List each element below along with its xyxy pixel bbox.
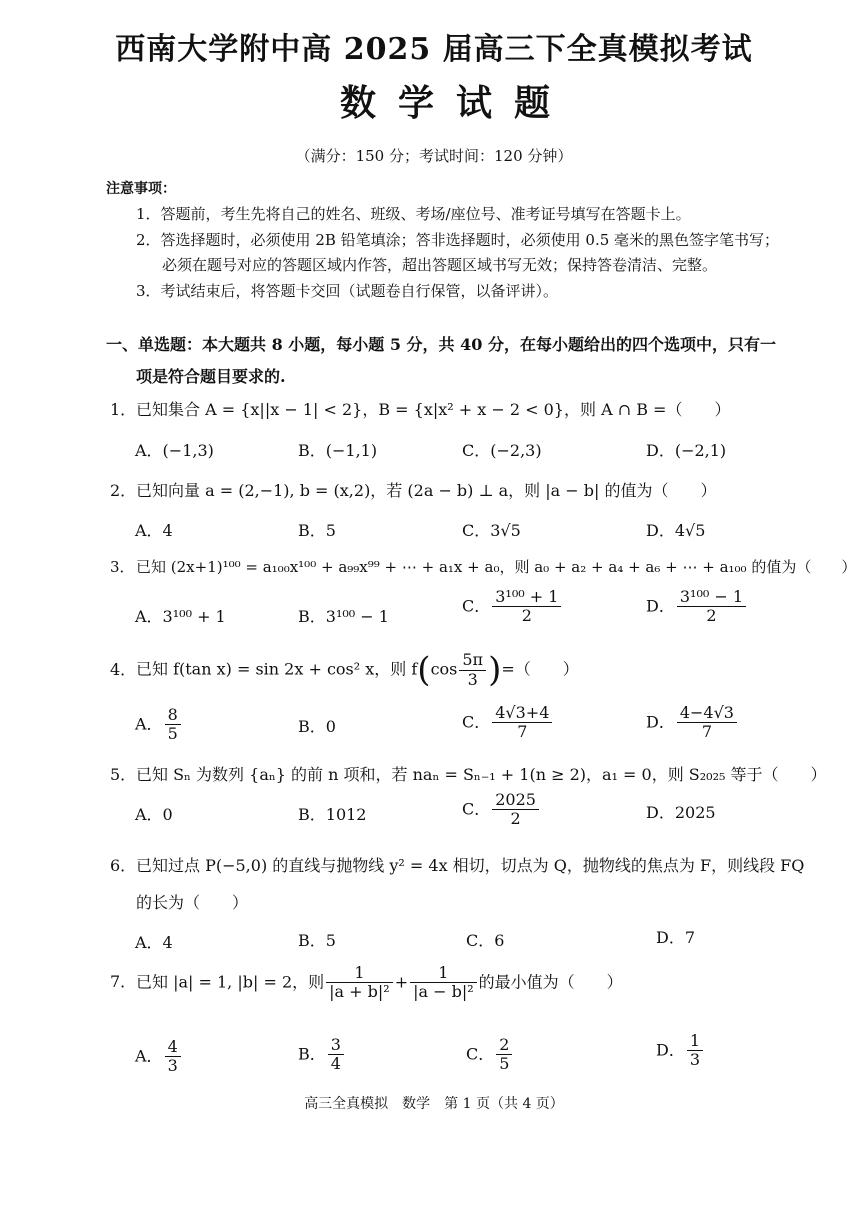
question-3: [110, 556, 856, 577]
question-number: 5．: [110, 765, 137, 784]
question-1: [110, 397, 730, 420]
option-letter: C．: [466, 1044, 495, 1064]
q6-option-d: D．7: [656, 928, 696, 947]
q4-option-d: [646, 704, 739, 742]
fraction: [687, 1032, 703, 1070]
denominator: 4: [330, 1054, 341, 1074]
q7-option-c: [466, 1036, 514, 1074]
q7-option-b: [298, 1036, 346, 1074]
question-6: [110, 853, 804, 876]
question-6-cont: 的长为（ ）: [136, 893, 249, 912]
question-number: 7．: [110, 972, 137, 992]
fraction: [326, 964, 393, 1002]
question-stem-end: 的最小值为（ ）: [478, 972, 623, 992]
question-number: 1．: [110, 400, 137, 419]
option-letter: C．: [462, 596, 491, 616]
q1-option-d: D．(−2,1): [646, 441, 727, 460]
question-stem: 已知 |a| = 1, |b| = 2，则: [136, 972, 325, 992]
q2-option-c: C．3√5: [462, 521, 521, 540]
question-stem: 已知集合 A = {x||x − 1| < 2}，B = {x|x² + x − 2 < 0}，则 A ∩ B =（ ）: [136, 400, 731, 419]
numerator: 2025: [492, 791, 539, 810]
numerator: 4√3+4: [492, 704, 552, 723]
numerator: 3¹⁰⁰ + 1: [492, 588, 561, 607]
q7-option-d: [656, 1032, 705, 1070]
question-stem: 已知 f(tan x) = sin 2x + cos² x，则 f: [136, 659, 418, 679]
numerator: 5π: [459, 651, 486, 670]
fraction: [328, 1036, 344, 1074]
numerator: 1: [326, 964, 393, 983]
fraction: [496, 1036, 512, 1074]
exam-title: 西南大学附中高 2025 届高三下全真模拟考试: [115, 32, 753, 67]
denominator: 5: [167, 724, 178, 744]
question-stem: 已知过点 P(−5,0) 的直线与抛物线 y² = 4x 相切，切点为 Q，抛物线的焦点为 F，则线段 FQ: [136, 856, 805, 875]
notice-item-2-cont: 必须在题号对应的答题区域内作答，超出答题区域书写无效；保持答卷清洁、完整。: [162, 256, 718, 274]
question-number: 6．: [110, 856, 137, 875]
option-letter: D．: [656, 1040, 685, 1060]
q5-option-d: D．2025: [646, 803, 716, 822]
q1-option-b: B．(−1,1): [298, 441, 378, 460]
q3-option-c: [462, 588, 563, 626]
numerator: 3¹⁰⁰ − 1: [677, 588, 746, 607]
option-letter: D．: [646, 596, 675, 616]
numerator: 2: [496, 1036, 512, 1055]
question-stem-end: =（ ）: [501, 659, 579, 679]
q5-option-c: [462, 791, 541, 829]
q2-option-a: A．4: [135, 521, 173, 540]
question-7: [110, 964, 623, 1002]
denominator: |a + b|²: [329, 982, 390, 1002]
fraction: [677, 588, 746, 626]
question-2: [110, 478, 717, 501]
denominator: 3: [689, 1050, 701, 1070]
fraction: [459, 651, 486, 689]
question-number: 2．: [110, 481, 137, 500]
option-letter: B．: [298, 1044, 326, 1064]
section-heading-line2: 项是符合题目要求的.: [136, 367, 286, 386]
numerator: 3: [328, 1036, 344, 1055]
q3-option-b: B．3¹⁰⁰ − 1: [298, 607, 389, 626]
q3-option-d: [646, 588, 748, 626]
question-stem: 已知向量 a = (2,−1), b = (x,2)，若 (2a − b) ⊥ a，则 |a − b| 的值为（ ）: [136, 481, 717, 500]
q4-option-b: B．0: [298, 717, 336, 736]
denominator: 3: [467, 669, 478, 689]
fraction: [492, 704, 552, 742]
fraction: [165, 706, 181, 744]
question-number: 3．: [110, 558, 135, 576]
notice-item-1: 1．答题前，考生先将自己的姓名、班级、考场/座位号、准考证号填写在答题卡上。: [136, 205, 691, 223]
q6-option-c: C．6: [466, 931, 505, 950]
option-letter: D．: [646, 712, 675, 732]
q1-option-a: A．(−1,3): [135, 441, 214, 460]
option-letter: C．: [462, 712, 491, 732]
q2-option-d: D．4√5: [646, 521, 706, 540]
question-stem: 已知 (2x+1)¹⁰⁰ = a₁₀₀x¹⁰⁰ + a₉₉x⁹⁹ + ⋯ + a₁x + a₀，则 a₀ + a₂ + a₄ + a₆ + ⋯ + a₁₀₀ 的值为（ ）: [136, 558, 857, 576]
notice-title: 注意事项：: [106, 181, 176, 197]
q4-option-a: [135, 706, 183, 744]
denominator: 7: [701, 722, 712, 742]
q7-option-a: [135, 1038, 183, 1076]
fraction: [165, 1038, 181, 1076]
fraction: [492, 791, 539, 829]
numerator: 4−4√3: [677, 704, 737, 723]
numerator: 1: [410, 964, 477, 983]
question-4: 4．已知 f(tan x) = sin 2x + cos² x，则 f(cos $\frac{5\pi}{3}$ )=（ ）: [110, 650, 579, 690]
denominator: |a − b|²: [413, 982, 474, 1002]
denominator: 2: [706, 606, 717, 626]
q5-option-a: A．0: [135, 805, 173, 824]
option-letter: A．: [135, 714, 163, 734]
q6-option-b: B．5: [298, 931, 336, 950]
notice-item-2: 2．答选择题时，必须使用 2B 铅笔填涂；答非选择题时，必须使用 0.5 毫米的黑色签字笔书写；: [136, 231, 780, 249]
q1-option-c: C．(−2,3): [462, 441, 542, 460]
page-footer: 高三全真模拟 数学 第 1 页（共 4 页）: [304, 1096, 564, 1112]
option-letter: A．: [135, 1046, 163, 1066]
fraction: [492, 588, 561, 626]
denominator: 2: [521, 606, 532, 626]
question-stem: 已知 Sₙ 为数列 {aₙ} 的前 n 项和，若 naₙ = Sₙ₋₁ + 1(n ≥ 2)，a₁ = 0，则 S₂₀₂₅ 等于（ ）: [136, 765, 827, 784]
fraction: [410, 964, 477, 1002]
notice-item-3: 3．考试结束后，将答题卡交回（试题卷自行保管，以备评讲）。: [136, 282, 559, 300]
denominator: 2: [510, 809, 521, 829]
q2-option-b: B．5: [298, 521, 336, 540]
section-heading-line1: 一、单选题：本大题共 8 小题，每小题 5 分，共 40 分，在每小题给出的四个选项中，只有一: [106, 335, 776, 354]
numerator: 1: [687, 1032, 703, 1051]
numerator: 8: [165, 706, 181, 725]
subject-title: 数学试题: [339, 82, 572, 124]
option-letter: C．: [462, 799, 491, 819]
fraction: [677, 704, 737, 742]
question-5: [110, 762, 827, 785]
score-time-line: （满分：150 分；考试时间：120 分钟）: [295, 147, 573, 165]
plus-sign: +: [394, 972, 409, 992]
numerator: 4: [165, 1038, 181, 1057]
cos-label: cos: [430, 659, 458, 679]
denominator: 7: [517, 722, 528, 742]
denominator: 3: [167, 1056, 178, 1076]
question-number: 4．: [110, 659, 137, 679]
q3-option-a: A．3¹⁰⁰ + 1: [135, 607, 226, 626]
q5-option-b: B．1012: [298, 805, 367, 824]
q6-option-a: A．4: [135, 933, 173, 952]
denominator: 5: [499, 1054, 510, 1074]
q4-option-c: [462, 704, 554, 742]
